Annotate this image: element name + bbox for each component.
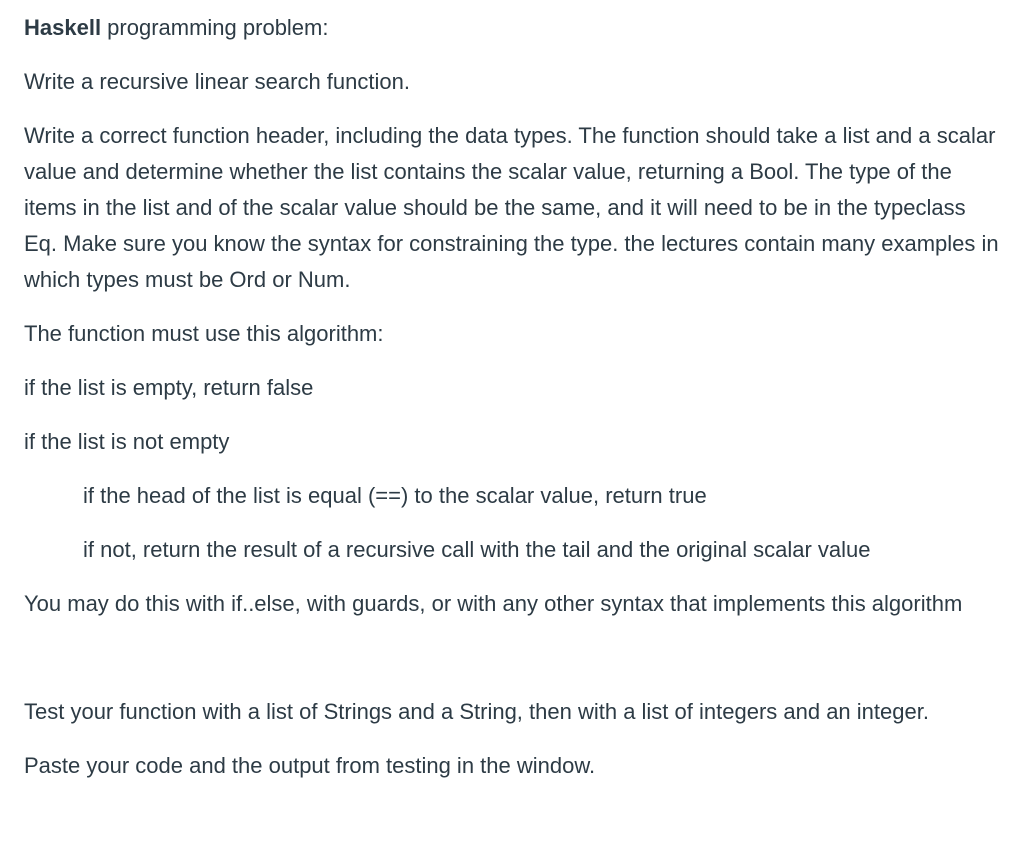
paste-instruction: Paste your code and the output from testing in the window. bbox=[24, 753, 596, 778]
step-not-empty: if the list is not empty bbox=[24, 429, 230, 454]
description-text: Write a correct function header, including the data types. The function should take a list and a scalar value and determine whether the list contains the scalar value, returning a Bool. The type of the items in the list and of the scalar value should be the same, and it will need to be in the typeclass Eq. Make sure you know the syntax for constraining the type. the lectures contain many examples in which types must be Ord or Num. bbox=[24, 123, 999, 292]
substep-head: if the head of the list is equal (==) to the scalar value, return true bbox=[83, 483, 707, 508]
title-language: Haskell bbox=[24, 15, 102, 40]
test-instruction: Test your function with a list of Strings and a String, then with a list of integers and an integer. bbox=[24, 699, 929, 724]
intro-text: Write a recursive linear search function. bbox=[24, 69, 410, 94]
problem-title bbox=[24, 10, 1000, 46]
syntax-note: You may do this with if..else, with guards, or with any other syntax that implements this algorithm bbox=[24, 591, 963, 616]
algorithm-intro: The function must use this algorithm: bbox=[24, 321, 384, 346]
substep-recursive: if not, return the result of a recursive call with the tail and the original scalar value bbox=[83, 537, 871, 562]
title-rest: programming problem: bbox=[101, 15, 329, 40]
step-empty: if the list is empty, return false bbox=[24, 375, 314, 400]
